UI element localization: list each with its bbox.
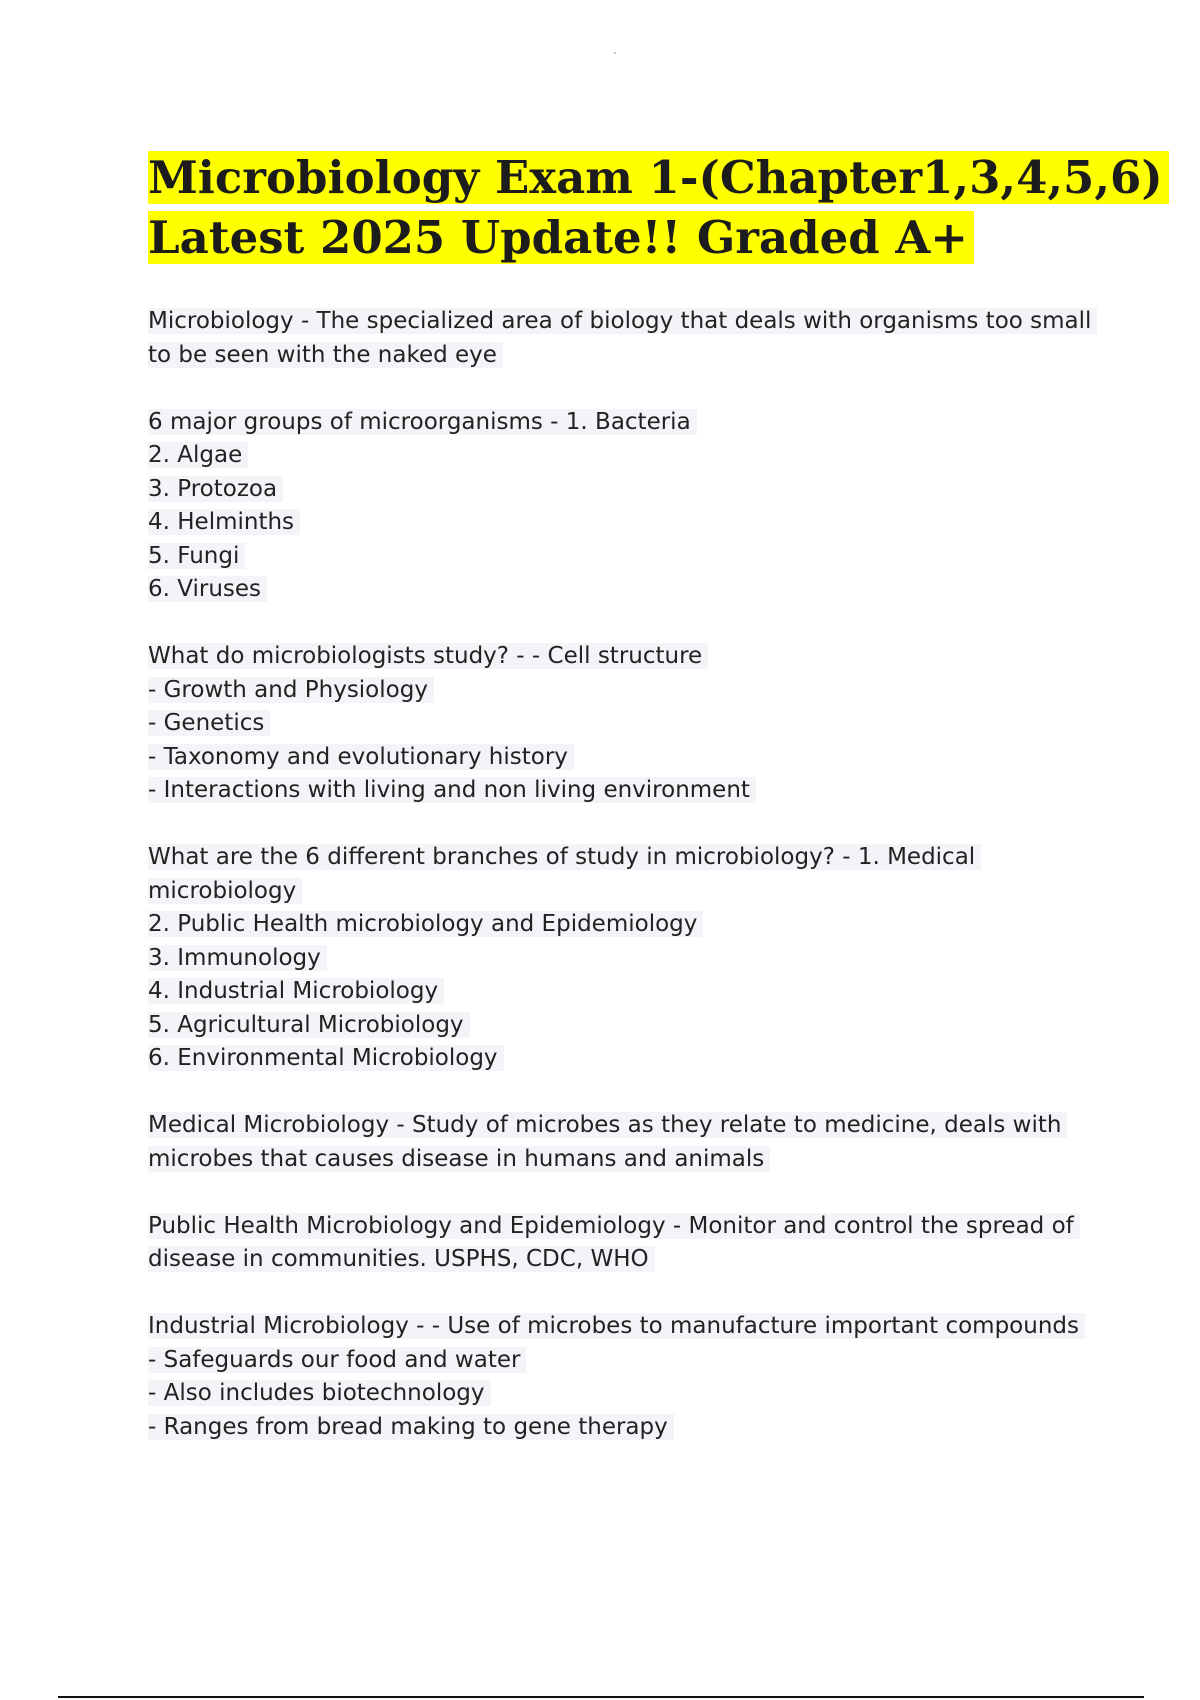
text-line bbox=[148, 1243, 1078, 1277]
text-line bbox=[148, 439, 1078, 473]
qa-block-branches bbox=[148, 841, 1078, 1076]
document-title bbox=[148, 148, 1169, 268]
title-line-1-text: Microbiology Exam 1-(Chapter1,3,4,5,6) bbox=[148, 151, 1169, 204]
text-line bbox=[148, 1310, 1078, 1344]
page-bottom-rule bbox=[58, 1696, 1144, 1698]
text-line bbox=[148, 975, 1078, 1009]
text-line bbox=[148, 774, 1078, 808]
text-line bbox=[148, 1411, 1078, 1445]
document-body bbox=[148, 305, 1092, 1478]
text-line bbox=[148, 1210, 1078, 1244]
text-line-content: - Interactions with living and non living environment bbox=[148, 777, 756, 803]
qa-block-major-groups bbox=[148, 406, 1078, 607]
text-line-content: Microbiology - The specialized area of biology that deals with organisms too small bbox=[148, 308, 1097, 334]
text-line-content: 6. Viruses bbox=[148, 576, 267, 602]
text-line bbox=[148, 1009, 1078, 1043]
qa-block-what-microbiologists-study bbox=[148, 640, 1078, 808]
text-line bbox=[148, 640, 1078, 674]
text-line-content: 6 major groups of microorganisms - 1. Bacteria bbox=[148, 409, 697, 435]
qa-block-medical-microbiology bbox=[148, 1109, 1078, 1176]
page-marker-dot bbox=[614, 52, 616, 54]
text-line-content: What are the 6 different branches of study in microbiology? - 1. Medical bbox=[148, 844, 981, 870]
text-line bbox=[148, 573, 1078, 607]
title-line-2 bbox=[148, 208, 1169, 268]
qa-block-public-health bbox=[148, 1210, 1078, 1277]
text-line-content: - Ranges from bread making to gene therapy bbox=[148, 1414, 674, 1440]
text-line bbox=[148, 707, 1078, 741]
text-line-content: Industrial Microbiology - - Use of microbes to manufacture important compounds bbox=[148, 1313, 1085, 1339]
text-line-content: microbes that causes disease in humans and animals bbox=[148, 1146, 770, 1172]
text-line bbox=[148, 339, 1078, 373]
text-line bbox=[148, 305, 1092, 339]
text-line-content: 4. Industrial Microbiology bbox=[148, 978, 444, 1004]
text-line bbox=[148, 1042, 1078, 1076]
text-line bbox=[148, 1109, 1078, 1143]
text-line-content: disease in communities. USPHS, CDC, WHO bbox=[148, 1246, 655, 1272]
text-line-content: - Taxonomy and evolutionary history bbox=[148, 744, 574, 770]
text-line bbox=[148, 741, 1078, 775]
text-line-content: microbiology bbox=[148, 878, 302, 904]
text-line bbox=[148, 1377, 1078, 1411]
text-line-content: What do microbiologists study? - - Cell structure bbox=[148, 643, 708, 669]
text-line bbox=[148, 1344, 1078, 1378]
text-line-content: 3. Immunology bbox=[148, 945, 327, 971]
text-line-content: 5. Agricultural Microbiology bbox=[148, 1012, 470, 1038]
text-line-content: 6. Environmental Microbiology bbox=[148, 1045, 504, 1071]
text-line-content: - Growth and Physiology bbox=[148, 677, 434, 703]
text-line-content: - Also includes biotechnology bbox=[148, 1380, 491, 1406]
text-line bbox=[148, 841, 1078, 875]
text-line bbox=[148, 674, 1078, 708]
text-line bbox=[148, 942, 1078, 976]
text-line-content: 2. Public Health microbiology and Epidemiology bbox=[148, 911, 703, 937]
text-line-content: - Safeguards our food and water bbox=[148, 1347, 526, 1373]
text-line bbox=[148, 506, 1078, 540]
text-line bbox=[148, 406, 1078, 440]
text-line-content: 2. Algae bbox=[148, 442, 248, 468]
text-line bbox=[148, 1143, 1078, 1177]
text-line-content: 5. Fungi bbox=[148, 543, 245, 569]
text-line bbox=[148, 540, 1078, 574]
text-line-content: 4. Helminths bbox=[148, 509, 300, 535]
text-line bbox=[148, 908, 1078, 942]
title-line-1 bbox=[148, 148, 1169, 208]
text-line-content: 3. Protozoa bbox=[148, 476, 283, 502]
qa-block-microbiology-definition bbox=[148, 305, 1092, 372]
text-line-content: Public Health Microbiology and Epidemiology - Monitor and control the spread of bbox=[148, 1213, 1080, 1239]
text-line bbox=[148, 473, 1078, 507]
text-line-content: to be seen with the naked eye bbox=[148, 342, 503, 368]
text-line-content: - Genetics bbox=[148, 710, 270, 736]
text-line bbox=[148, 875, 1078, 909]
title-line-2-text: Latest 2025 Update!! Graded A+ bbox=[148, 211, 974, 264]
qa-block-industrial-microbiology bbox=[148, 1310, 1078, 1444]
text-line-content: Medical Microbiology - Study of microbes as they relate to medicine, deals with bbox=[148, 1112, 1067, 1138]
